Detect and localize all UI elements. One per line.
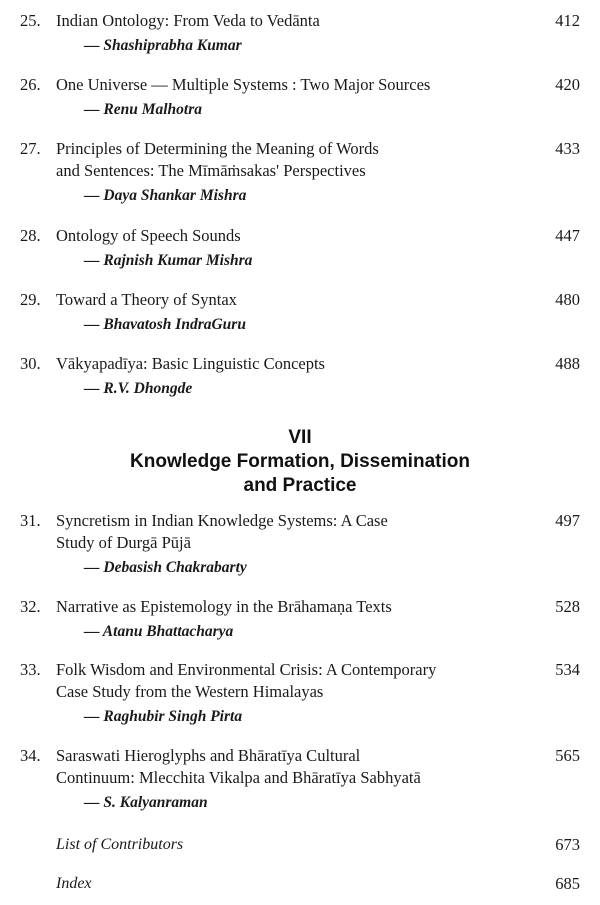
entry-title-line-2: Study of Durgā Pūjā <box>56 533 191 552</box>
entry-author: — S. Kalyanraman <box>84 794 208 811</box>
entry-number: 27. <box>20 139 41 158</box>
section-title-line-1: Knowledge Formation, Dissemination <box>130 451 470 472</box>
section-title-line-2: and Practice <box>243 475 357 496</box>
backmatter-label: Index <box>56 875 92 892</box>
entry-title-line-1: Principles of Determining the Meaning of Words <box>56 139 379 158</box>
entry-number: 33. <box>20 660 41 679</box>
entry-title-line-2: Continuum: Mlecchita Vikalpa and Bhāratīya Sabhyatā <box>56 768 421 787</box>
entry-title-line-2: Case Study from the Western Himalayas <box>56 682 324 701</box>
entry-author: — Shashiprabha Kumar <box>84 37 242 54</box>
entry-title-line-1: Syncretism in Indian Knowledge Systems: A Case <box>56 511 388 530</box>
entry-page-number: 433 <box>555 139 580 158</box>
entry-author: — Rajnish Kumar Mishra <box>84 252 253 269</box>
entry-number: 34. <box>20 746 41 765</box>
entry-author: — Raghubir Singh Pirta <box>84 708 243 725</box>
entry-page-number: 488 <box>555 354 580 373</box>
backmatter-page-number: 673 <box>555 835 580 854</box>
entry-number: 30. <box>20 354 41 373</box>
entry-number: 29. <box>20 290 41 309</box>
backmatter-label: List of Contributors <box>56 836 184 853</box>
entry-number: 31. <box>20 511 41 530</box>
entry-author: — R.V. Dhongde <box>84 380 193 397</box>
entry-author: — Atanu Bhattacharya <box>84 623 234 640</box>
entry-title: Vākyapadīya: Basic Linguistic Concepts <box>56 354 325 373</box>
entry-title-line-1: Saraswati Hieroglyphs and Bhāratīya Cultural <box>56 746 361 765</box>
section-number: VII <box>288 427 312 448</box>
entry-number: 28. <box>20 226 41 245</box>
entry-author: — Daya Shankar Mishra <box>84 187 247 204</box>
entry-title: Indian Ontology: From Veda to Vedānta <box>56 11 320 30</box>
entry-title-line-2: and Sentences: The Mīmāṁsakas' Perspectives <box>56 161 366 180</box>
entry-page-number: 565 <box>555 746 580 765</box>
entry-number: 32. <box>20 597 41 616</box>
entry-author: — Debasish Chakrabarty <box>84 559 247 576</box>
entry-author: — Renu Malhotra <box>84 101 203 118</box>
entry-page-number: 447 <box>555 226 580 245</box>
section-heading <box>0 426 600 498</box>
entry-page-number: 534 <box>555 660 580 679</box>
entry-title-line-1: Folk Wisdom and Environmental Crisis: A Contemporary <box>56 660 437 679</box>
entry-page-number: 528 <box>555 597 580 616</box>
entry-number: 25. <box>20 11 41 30</box>
entry-title: Toward a Theory of Syntax <box>56 290 237 309</box>
entry-author: — Bhavatosh IndraGuru <box>84 316 246 333</box>
entry-page-number: 497 <box>555 511 580 530</box>
entry-page-number: 412 <box>555 11 580 30</box>
entry-title: Ontology of Speech Sounds <box>56 226 241 245</box>
entry-title: One Universe — Multiple Systems : Two Major Sources <box>56 75 431 94</box>
backmatter-page-number: 685 <box>555 874 580 893</box>
entry-title: Narrative as Epistemology in the Brāhamaṇa Texts <box>56 597 392 616</box>
entry-page-number: 480 <box>555 290 580 309</box>
entry-number: 26. <box>20 75 41 94</box>
entry-page-number: 420 <box>555 75 580 94</box>
